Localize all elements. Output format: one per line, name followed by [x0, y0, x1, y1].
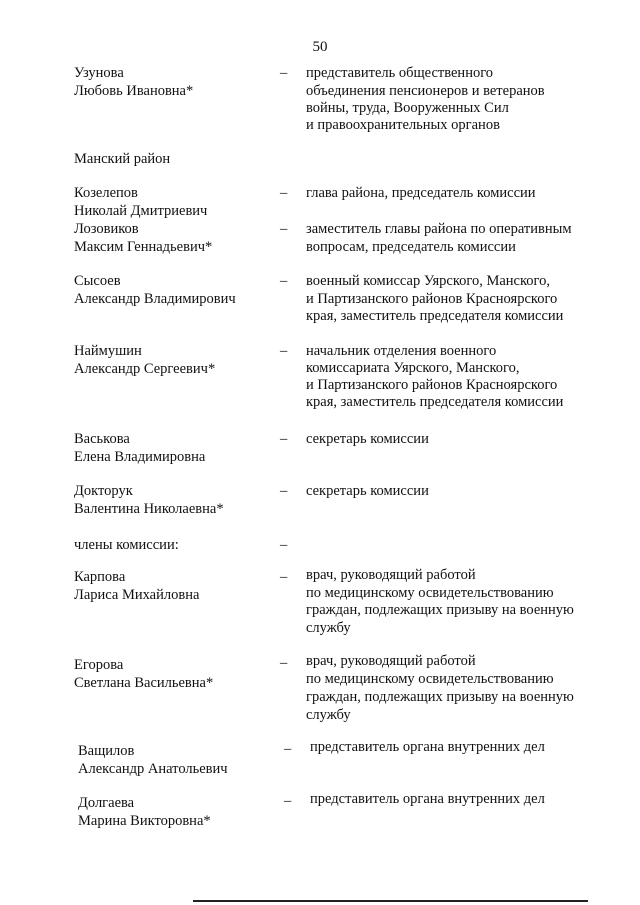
person-name: Марина Викторовна* — [78, 813, 211, 829]
role-description: службу — [306, 620, 351, 636]
role-description: по медицинскому освидетельствованию — [306, 671, 554, 687]
person-name: Светлана Васильевна* — [74, 675, 214, 691]
role-description: по медицинскому освидетельствованию — [306, 585, 554, 601]
dash: – — [280, 221, 288, 237]
person-name: Ващилов — [78, 743, 135, 759]
person-name: Александр Анатольевич — [78, 761, 228, 777]
person-name: Елена Владимировна — [74, 449, 206, 465]
role-description: глава района, председатель комиссии — [306, 185, 536, 201]
person-name: Докторук — [74, 483, 133, 499]
person-name: Любовь Ивановна* — [74, 83, 194, 99]
role-description: объединения пенсионеров и ветеранов — [306, 83, 545, 99]
role-description: начальник отделения военного — [306, 343, 497, 359]
role-description: и правоохранительных органов — [306, 117, 500, 133]
person-name: Наймушин — [74, 343, 142, 359]
role-description: войны, труда, Вооруженных Сил — [306, 100, 509, 116]
person-name: Лозовиков — [74, 221, 139, 237]
person-name: Васькова — [74, 431, 130, 447]
role-description: края, заместитель председателя комиссии — [306, 394, 564, 410]
dash: – — [280, 431, 288, 447]
person-name: Сысоев — [74, 273, 121, 289]
role-description: комиссариата Уярского, Манского, — [306, 360, 520, 376]
role-description: заместитель главы района по оперативным — [306, 221, 572, 237]
role-description: граждан, подлежащих призыву на военную — [306, 689, 574, 705]
person-name: Карпова — [74, 569, 126, 585]
role-description: секретарь комиссии — [306, 431, 429, 447]
role-description: и Партизанского районов Красноярского — [306, 291, 558, 307]
role-description: представитель органа внутренних дел — [310, 791, 545, 807]
person-name: Егорова — [74, 657, 124, 673]
person-name: Александр Владимирович — [74, 291, 236, 307]
person-name: Александр Сергеевич* — [74, 361, 216, 377]
dash: – — [280, 537, 288, 553]
person-name: Долгаева — [78, 795, 135, 811]
dash: – — [280, 483, 288, 499]
dash: – — [280, 273, 288, 289]
person-name: Козелепов — [74, 185, 138, 201]
role-description: представитель органа внутренних дел — [310, 739, 545, 755]
person-name: Максим Геннадьевич* — [74, 239, 213, 255]
dash: – — [280, 185, 288, 201]
members-heading: члены комиссии: — [74, 537, 179, 553]
footer-rule — [193, 900, 588, 902]
person-name: Валентина Николаевна* — [74, 501, 224, 517]
dash: – — [280, 655, 288, 671]
dash: – — [284, 793, 292, 809]
dash: – — [284, 741, 292, 757]
page-number: 50 — [312, 39, 328, 55]
person-name: Николай Дмитриевич — [74, 203, 208, 219]
dash: – — [280, 569, 288, 585]
dash: – — [280, 343, 288, 359]
role-description: и Партизанского районов Красноярского — [306, 377, 558, 393]
role-description: края, заместитель председателя комиссии — [306, 308, 564, 324]
role-description: военный комиссар Уярского, Манского, — [306, 273, 551, 289]
role-description: врач, руководящий работой — [306, 567, 476, 583]
person-name: Лариса Михайловна — [74, 587, 200, 603]
role-description: службу — [306, 707, 351, 723]
role-description: врач, руководящий работой — [306, 653, 476, 669]
role-description: секретарь комиссии — [306, 483, 429, 499]
district-heading: Манский район — [74, 151, 171, 167]
role-description: вопросам, председатель комиссии — [306, 239, 516, 255]
person-name: Узунова — [74, 65, 124, 81]
role-description: представитель общественного — [306, 65, 494, 81]
role-description: граждан, подлежащих призыву на военную — [306, 602, 574, 618]
dash: – — [280, 65, 288, 81]
